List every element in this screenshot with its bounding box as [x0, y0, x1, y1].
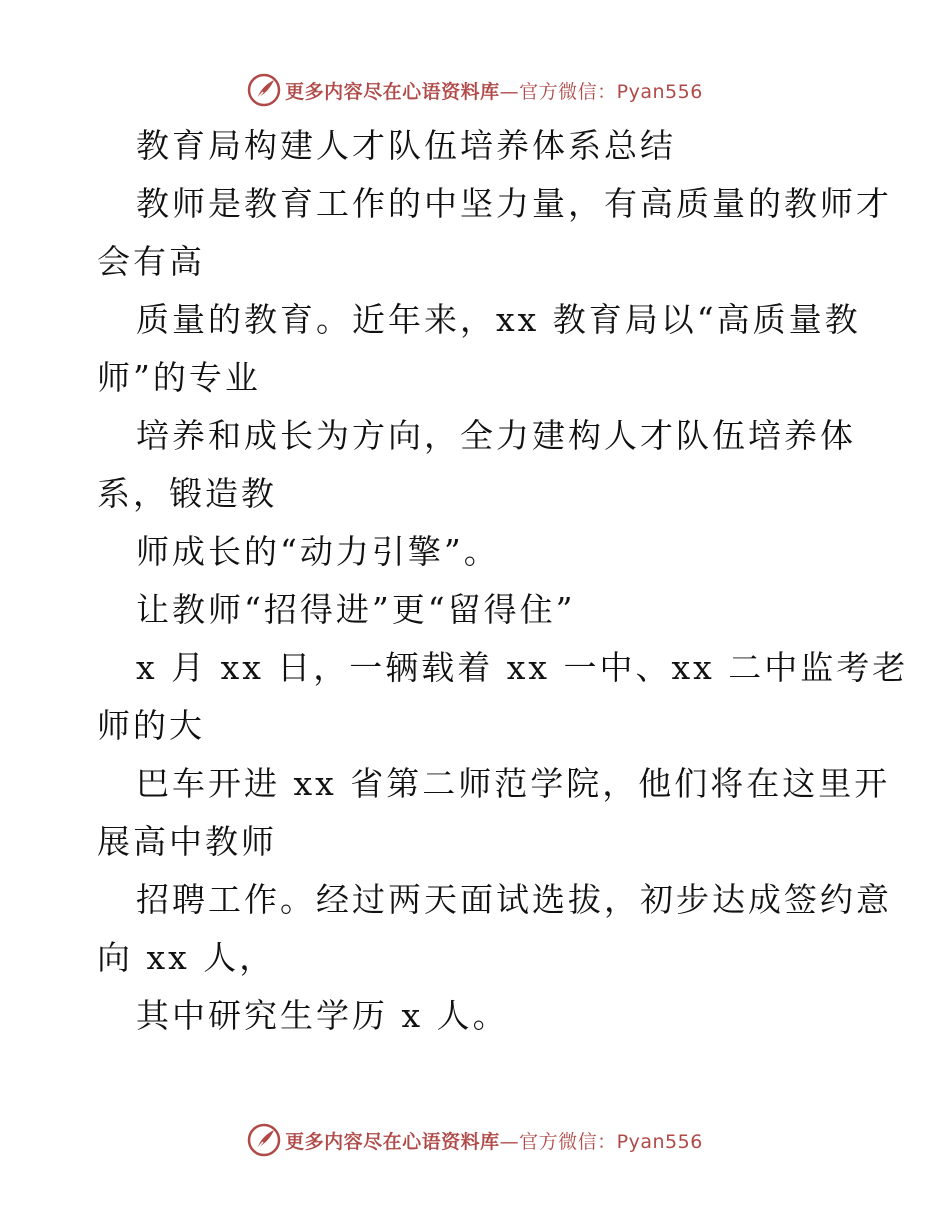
text-line: 教师是教育工作的中坚力量，有高质量的教师才 — [136, 184, 892, 223]
header-text — [285, 77, 703, 104]
header-brand: 更多内容尽在心语资料库 — [285, 80, 500, 103]
header-contact: 官方微信：Pyan556 — [519, 80, 703, 103]
text-line: 巴车开进 xx 省第二师范学院，他们将在这里开 — [136, 764, 891, 803]
footer-text — [285, 1127, 703, 1154]
text-line: 会有高 — [97, 242, 205, 281]
text-line: 培养和成长为方向，全力建构人才队伍培养体 — [136, 416, 856, 455]
text-line: 展高中教师 — [97, 822, 277, 861]
header-dash: — — [499, 80, 520, 103]
text-line: 系，锻造教 — [97, 474, 277, 513]
text-line: 师的大 — [97, 706, 205, 745]
text-line: 师成长的“动力引擎”。 — [136, 532, 500, 571]
section-heading: 让教师“招得进”更“留得住” — [136, 590, 576, 629]
footer-contact: 官方微信：Pyan556 — [519, 1130, 703, 1153]
text-line: 向 xx 人， — [97, 938, 276, 977]
footer-brand: 更多内容尽在心语资料库 — [285, 1130, 500, 1153]
text-line: 其中研究生学历 x 人。 — [136, 996, 509, 1035]
feather-pen-logo-icon — [247, 1123, 281, 1157]
header-banner — [0, 70, 950, 110]
document-title: 教育局构建人才队伍培养体系总结 — [136, 126, 676, 165]
footer-dash: — — [499, 1130, 520, 1153]
text-line: 质量的教育。近年来，xx 教育局以“高质量教 — [136, 300, 861, 339]
text-line: x 月 xx 日，一辆载着 xx 一中、xx 二中监考老 — [136, 648, 909, 687]
text-line: 招聘工作。经过两天面试选拔，初步达成签约意 — [136, 880, 892, 919]
document-body — [97, 117, 909, 1045]
text-line: 师”的专业 — [97, 358, 261, 397]
footer-banner — [0, 1120, 950, 1160]
feather-pen-logo-icon — [247, 73, 281, 107]
